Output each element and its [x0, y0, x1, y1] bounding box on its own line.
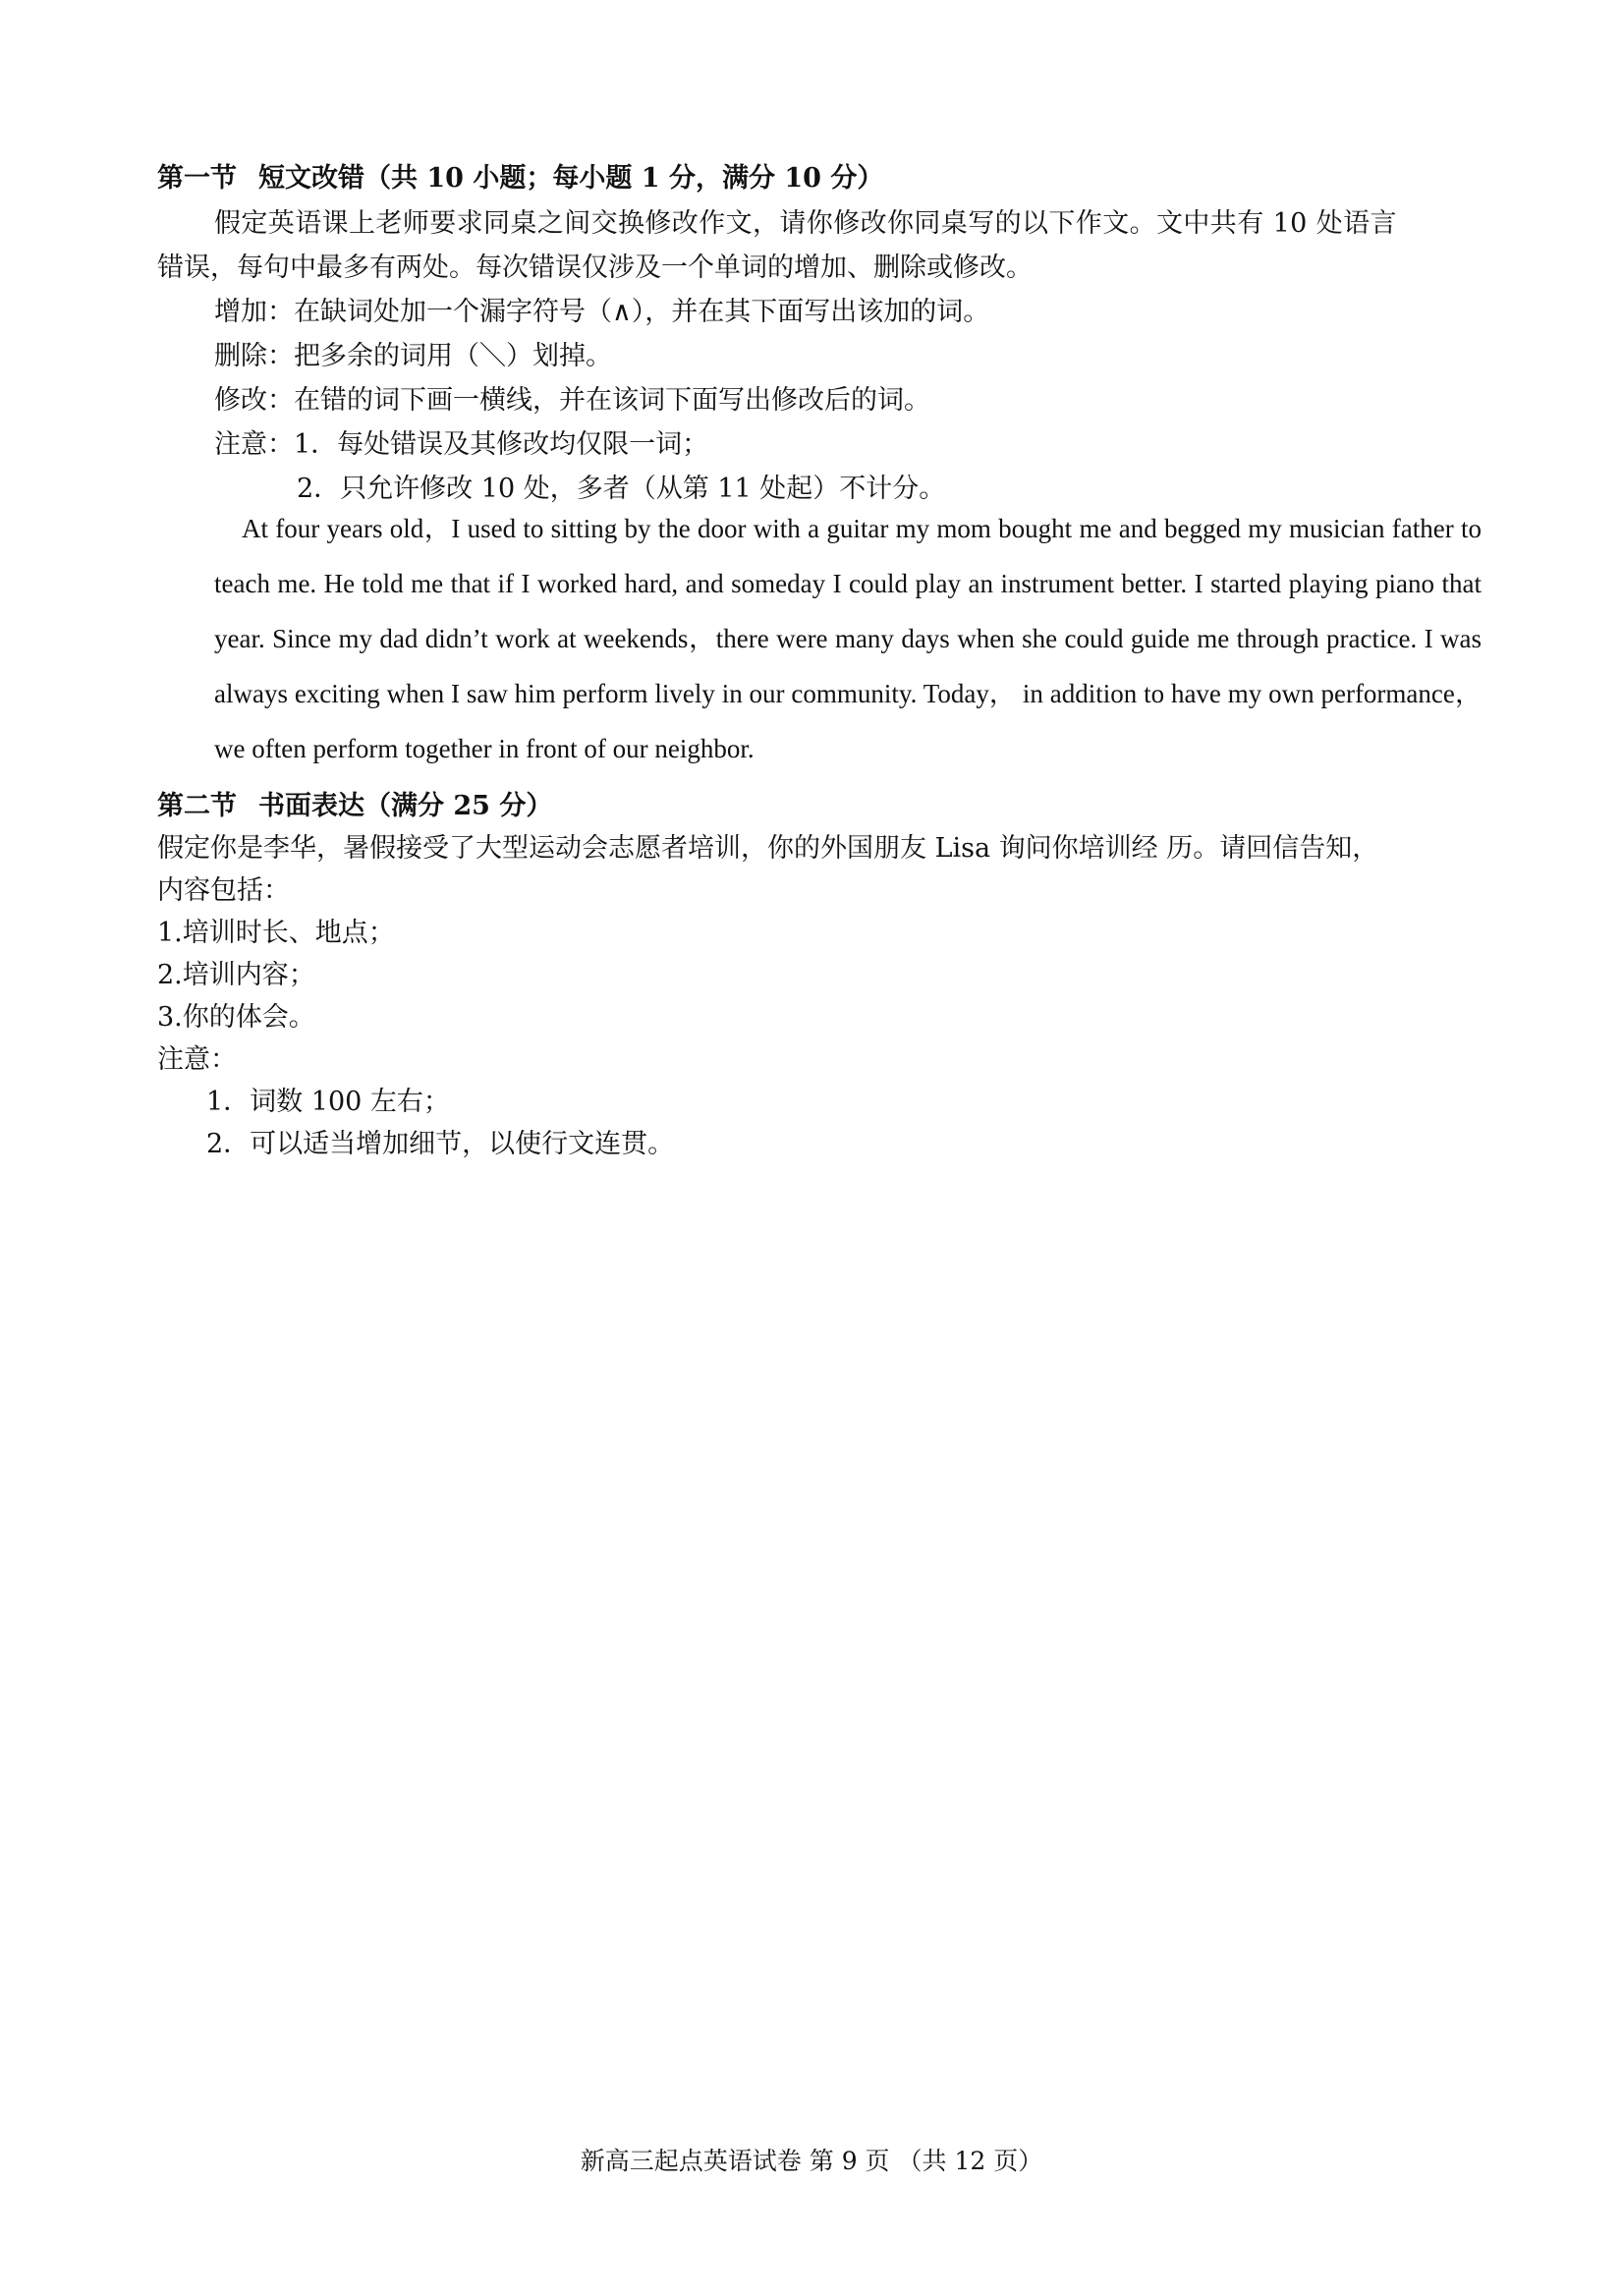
section1-subtitle: 短文改错（共 10 小题；每小题 1 分，满分 10 分） — [258, 163, 884, 194]
writing-note-1: 1．词数 100 左右； — [206, 1087, 450, 1117]
writing-prompt-line1: 假定你是李华，暑假接受了大型运动会志愿者培训，你的外国朋友 Lisa 询问你培训经 历。请回信告知， — [157, 833, 1379, 864]
section1-heading — [157, 161, 883, 196]
section1-intro-line1: 假定英语课上老师要求同桌之间交换修改作文，请你修改你同桌写的以下作文。文中共有 10 处语言 — [214, 208, 1397, 239]
page-footer: 新高三起点英语试卷 第 9 页 （共 12 页） — [580, 2147, 1043, 2175]
content-item-3: 3.你的体会。 — [157, 1002, 315, 1033]
note-2: 2．只允许修改 10 处，多者（从第 11 处起）不计分。 — [297, 474, 946, 504]
section2-heading — [157, 789, 552, 824]
rule-delete: 删除：把多余的词用（＼）划掉。 — [214, 341, 612, 371]
notes-label: 注意： — [157, 1044, 237, 1075]
error-correction-passage — [214, 501, 1482, 776]
content-item-2: 2.培训内容； — [157, 960, 315, 990]
section2-subtitle: 书面表达（满分 25 分） — [258, 791, 553, 821]
rule-modify: 修改：在错的词下画一横线，并在该词下面写出修改后的词。 — [214, 385, 930, 416]
writing-note-2: 2．可以适当增加细节，以使行文连贯。 — [206, 1129, 675, 1159]
section1-title: 第一节 — [157, 163, 237, 194]
section1-intro-line2: 错误，每句中最多有两处。每次错误仅涉及一个单词的增加、删除或修改。 — [157, 252, 1033, 283]
section2-title: 第二节 — [157, 791, 237, 821]
passage-text: At four years old，I used to sitting by the door with a guitar my mom bought me and begged my musician father to teach me. He told me that if I worked hard, and someday I could play an instrument better. I started playing piano that year. Since my dad didn’t work at weekends，there were many days when she could guide me through practice. I was always exciting when I saw him perform lively in our community. Today， in addition to have my own performance， we often perform together in front of our neighbor. — [214, 514, 1482, 763]
note-1: 注意：1．每处错误及其修改均仅限一词； — [214, 429, 709, 460]
writing-prompt-line2: 内容包括： — [157, 875, 290, 906]
rule-add: 增加：在缺词处加一个漏字符号（∧），并在其下面写出该加的词。 — [214, 297, 990, 327]
content-item-1: 1.培训时长、地点； — [157, 918, 395, 948]
